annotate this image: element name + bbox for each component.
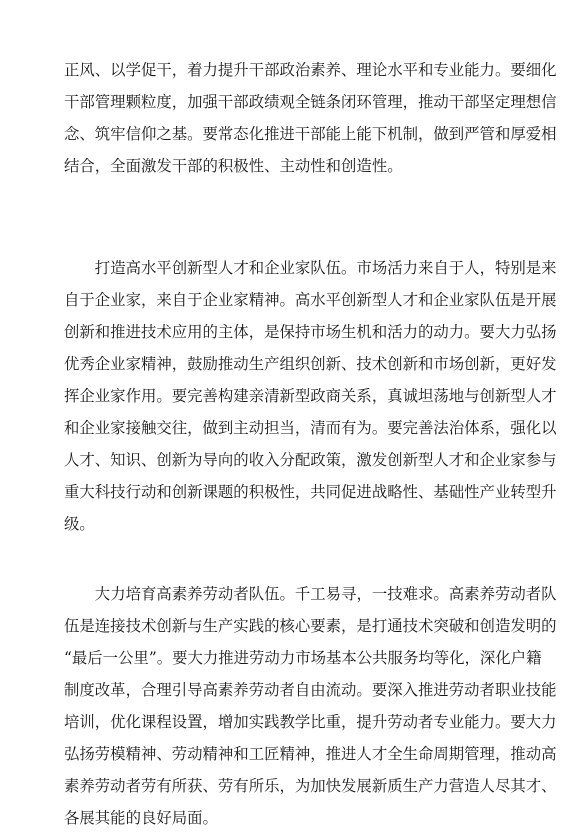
text-line: 打造高水平创新型人才和企业家队伍。市场活力来自于人，特别是来 [94,259,557,277]
text-line: “最后一公里”。要大力推进劳动力市场基本公共服务均等化，深化户籍 [64,649,542,667]
text-line: 弘扬劳模精神、劳动精神和工匠精神，推进人才全生命周期管理，推动高 [64,745,557,763]
text-line: 人才、知识、创新为导向的收入分配政策，激发创新型人才和企业家参与 [64,451,557,469]
text-line: 自于企业家，来自于企业家精神。高水平创新型人才和企业家队伍是开展 [64,291,557,309]
text-line: 挥企业家作用。要完善构建亲清新型政商关系，真诚坦荡地与创新型人才 [64,387,557,405]
text-line: 优秀企业家精神，鼓励推动生产组织创新、技术创新和市场创新，更好发 [64,355,557,373]
text-line: 和企业家接触交往，做到主动担当，清而有为。要完善法治体系，强化以 [64,419,557,437]
text-line: 结合，全面激发干部的积极性、主动性和创造性。 [64,157,403,175]
text-line: 创新和推进技术应用的主体，是保持市场生机和活力的动力。要大力弘扬 [64,323,557,341]
text-line: 大力培育高素养劳动者队伍。千工易寻，一技难求。高素养劳动者队 [94,585,557,603]
text-line: 素养劳动者劳有所获、劳有所乐，为加快发展新质生产力营造人尽其才、 [64,777,557,795]
text-line: 各展其能的良好局面。 [64,809,218,827]
paragraph-cadre-management [64,54,557,182]
text-line: 念、筑牢信仰之基。要常态化推进干部能上能下机制，做到严管和厚爱相 [64,125,557,143]
text-line: 培训，优化课程设置，增加实践教学比重，提升劳动者专业能力。要大力 [64,713,557,731]
paragraph-skilled-workers [64,578,557,834]
text-line: 级。 [64,515,95,533]
text-line: 制度改革，合理引导高素养劳动者自由流动。要深入推进劳动者职业技能 [64,681,557,699]
text-line: 正风、以学促干，着力提升干部政治素养、理论水平和专业能力。要细化 [64,61,557,79]
text-line: 重大科技行动和创新课题的积极性，共同促进战略性、基础性产业转型升 [64,483,557,501]
text-line: 干部管理颗粒度，加强干部政绩观全链条闭环管理，推动干部坚定理想信 [64,93,557,111]
text-line: 伍是连接技术创新与生产实践的核心要素，是打通技术突破和创造发明的 [64,617,557,635]
paragraph-innovative-talent [64,252,557,540]
